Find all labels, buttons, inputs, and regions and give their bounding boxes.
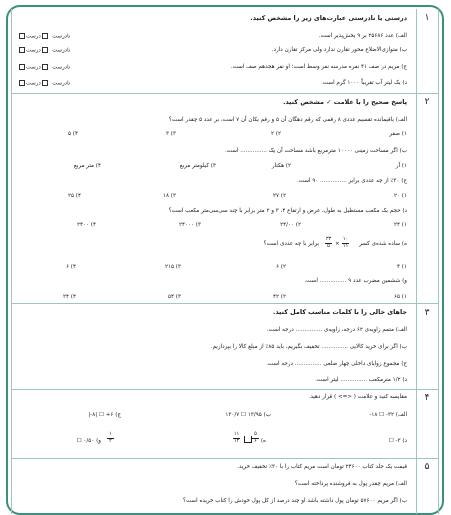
question-number: ۳ — [424, 308, 430, 318]
q3-item: ب) اگر برای خرید کالایی ............... تخفیف بگیریم، باید ۸۵٪ از مبلغ کالا را بپردازیم. — [210, 344, 407, 350]
true-false-choice: نادرست درست — [18, 33, 70, 41]
option[interactable]: ۳) ۲۱۵ — [165, 264, 181, 270]
checkbox[interactable] — [42, 33, 48, 39]
option[interactable]: ۲) ۲ — [271, 131, 281, 137]
option[interactable]: ۱) آر — [395, 163, 407, 169]
q1-title: درستی یا نادرستی عبارت‌های زیر را مشخص کنید. — [250, 14, 407, 22]
q1-item: ب) متوازی‌الاضلاع محور تقارن ندارد ولی مرکز تقارن دارد. — [271, 47, 407, 53]
times-sign: × — [335, 241, 340, 247]
option[interactable]: ۲) هکتار — [271, 163, 291, 169]
option[interactable]: ۲) ۲۴/۰۰ — [280, 222, 301, 228]
fraction: ۵ ۶ — [252, 432, 259, 444]
q5-item: الف) مریم چقدر پول به فروشنده پرداخته است؟ — [294, 481, 407, 487]
checkbox[interactable] — [42, 64, 48, 70]
q4-title: مقایسه کنید و علامت ( <=> ) قرار دهید. — [308, 394, 407, 400]
true-false-choice: نادرست درست — [18, 80, 70, 88]
checkbox[interactable] — [19, 80, 25, 86]
q3-item: د) ۱/۲ مترمکعب ............... لیتر است. — [315, 377, 407, 383]
fraction: ۱ ۲ — [107, 432, 114, 444]
question-number: ۲ — [424, 97, 430, 107]
option[interactable]: ۴) ۶ — [66, 264, 76, 270]
comparison-item[interactable]: ب) ۱۳/۹۵ ☐ ۱۳۰/۷ — [225, 412, 271, 418]
true-false-choice: نادرست درست — [18, 64, 70, 72]
option[interactable]: ۳) ۳ — [166, 131, 176, 137]
q2-item: برابر با چه عددی است؟ — [263, 241, 319, 247]
divider — [12, 303, 438, 304]
option[interactable]: ۴) ۲۵ — [68, 193, 81, 199]
question-number: ۵ — [424, 462, 430, 472]
divider — [12, 93, 438, 94]
checkbox[interactable] — [19, 47, 25, 53]
option[interactable]: ۲) ۴۲ — [273, 294, 286, 300]
option[interactable]: ۱) ۲۴ — [394, 222, 407, 228]
q1-item: الف) عدد ۲۵۶۸۶ بر ۹ بخش‌پذیر است. — [318, 33, 407, 39]
question-number-column — [416, 9, 439, 514]
checkbox[interactable] — [19, 64, 25, 70]
q3-title: جاهای خالی را با کلمات مناسب کامل کنید. — [272, 308, 407, 316]
comparison-item[interactable]: و) ۰/۵۰ ☐ — [76, 438, 101, 444]
option[interactable]: ۱) ۶۵ — [394, 294, 407, 300]
question-number: ۱ — [424, 13, 430, 23]
true-false-choice: نادرست درست — [18, 47, 70, 55]
option[interactable]: ۳) کیلومتر مربع — [179, 163, 216, 169]
fraction: ۳۳ ۵ — [325, 236, 332, 249]
q1-item: د) یک لیتر آب تقریباً ۱۰۰۰ گرم است. — [321, 80, 407, 86]
q2-item: د) حجم یک مکعب مستطیل به طول، عرض و ارتفاع ۴، ۳ و ۲ متر برابر با چند سی‌سی‌متر مکعب است؟ — [168, 208, 407, 214]
comparison-item[interactable]: ج) ۶+ ☐ |۸-| — [88, 412, 121, 418]
q3-item: الف) متمم زاویه‌ی ۶۲ درجه، زاویه‌ی ............... درجه است. — [266, 327, 407, 333]
question-number: ۴ — [424, 393, 430, 403]
option[interactable]: ۴) ۲۴ — [63, 294, 76, 300]
option[interactable]: ۳) ۵۴ — [168, 294, 181, 300]
q5-text: قیمت یک جلد کتاب ۲۴۶۰۰ تومان است مریم کتاب را با ۳۰٪ تخفیف خرید. — [237, 464, 407, 470]
option[interactable]: ۲) ۲۷ — [273, 193, 286, 199]
q2-title: پاسخ صحیح را با علامت ✓ مشخص کنید. — [282, 98, 407, 106]
comparison-item[interactable]: د) ۳- ☐ — [388, 438, 407, 444]
option[interactable]: ۱) ۴ — [397, 264, 407, 270]
option[interactable]: ۴) ۵ — [68, 131, 78, 137]
option[interactable]: ۴) ۲۴۰۰ — [76, 222, 96, 228]
q3-item: ج) مجموع زوایای داخلی چهار ضلعی ............... درجه است. — [266, 361, 407, 367]
option[interactable]: ۲) ۶ — [276, 264, 286, 270]
option[interactable]: ۱) صفر — [389, 131, 407, 137]
option[interactable]: ۳) ۲۴۰۰۰ — [178, 222, 201, 228]
fraction: ۱۰ ۱۱ — [342, 236, 349, 249]
q1-item: ج) مریم در صف ۴۱ نفره مدرسه نفر وسط است؛ او نفر هجدهم صف است. — [230, 64, 407, 70]
q5-item: ب) اگر مریم ۵۷۶۰۰ تومان پول داشته باشد او چند درصد از کل پول خودش را کتاب خریده است؟ — [182, 498, 407, 504]
checkbox[interactable] — [42, 47, 48, 53]
q2-item: ب) اگر مساحت زمینی ۱۰۰۰۰ مترمربع باشد مساحت آن یک ............... است. — [224, 148, 407, 154]
checkbox[interactable] — [19, 33, 25, 39]
comparison-item[interactable]: الف) ۳۲- ☐ ۱۸- — [369, 412, 407, 418]
option[interactable]: ۱) ۲۰ — [394, 193, 407, 199]
q2-item: ه) ساده شده‌ی کسر — [359, 241, 407, 247]
checkbox[interactable] — [42, 80, 48, 86]
q2-item: و) ششمین مضرب عدد ۹ ............... است. — [304, 278, 407, 284]
comparison-item: ه) — [260, 438, 266, 444]
option[interactable]: ۳) ۱۸ — [163, 193, 176, 199]
q2-item: ج) ۳۰٪ از چه عددی برابر ............... ۹۰ است. — [297, 178, 407, 184]
divider — [12, 458, 438, 459]
fraction: ۱۱ ۱۲ — [233, 431, 240, 444]
option[interactable]: ۴) متر مربع — [73, 163, 101, 169]
answer-box[interactable] — [244, 436, 252, 443]
q2-item: الف) باقیمانده تقسیم عددی ۸ رقمی که رقم دهگان آن ۵ و رقم یکان آن ۷ است، بر عدد ۵ چقدر است؟ — [168, 117, 407, 123]
divider — [12, 389, 438, 390]
